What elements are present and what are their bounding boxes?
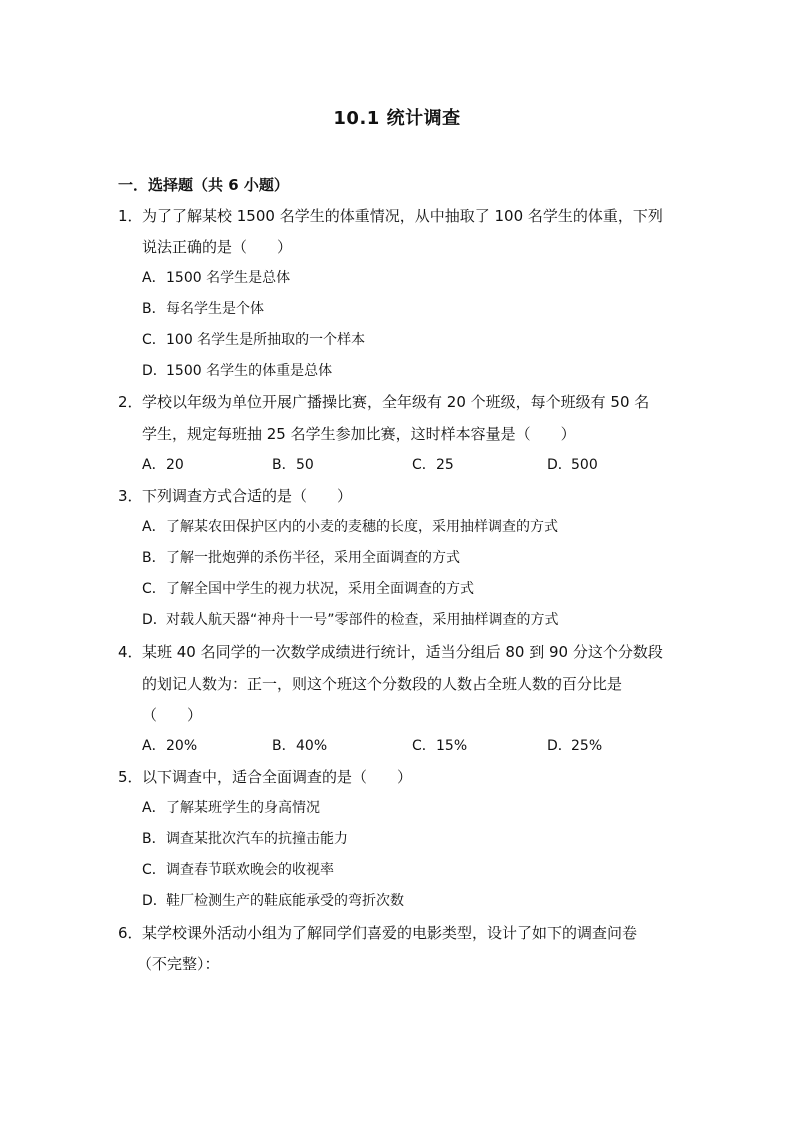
option-label: A．	[142, 457, 166, 473]
option-text: 每名学生是个体	[166, 301, 264, 317]
question-number: 3．	[118, 487, 143, 505]
option-text: 了解某班学生的身高情况	[166, 800, 320, 816]
answer-option	[412, 455, 454, 475]
option-label: A．	[142, 800, 166, 816]
question-text-line: 为了了解某校 1500 名学生的体重情况，从中抽取了 100 名学生的体重，下列	[142, 207, 663, 225]
answer-option	[142, 330, 365, 350]
option-text: 40%	[296, 738, 328, 754]
option-label: C．	[412, 457, 436, 473]
option-text: 鞋厂检测生产的鞋底能承受的弯折次数	[166, 893, 404, 909]
option-label: C．	[142, 862, 166, 878]
answer-option	[142, 361, 332, 381]
option-label: D．	[547, 738, 572, 754]
option-label: D．	[547, 457, 572, 473]
question-text-line: 学生，规定每班抽 25 名学生参加比赛，这时样本容量是（ ）	[142, 425, 576, 443]
option-label: C．	[142, 332, 166, 348]
option-text: 25	[436, 457, 454, 473]
option-label: B．	[142, 301, 166, 317]
option-text: 了解一批炮弹的杀伤半径，采用全面调查的方式	[166, 550, 460, 566]
question-text-line: （不完整）：	[137, 955, 220, 973]
option-label: D．	[142, 363, 167, 379]
answer-option	[272, 455, 314, 475]
option-label: A．	[142, 519, 166, 535]
question-text-line: 以下调查中，适合全面调查的是（ ）	[142, 768, 413, 786]
answer-option	[142, 579, 474, 599]
question-text-line: 说法正确的是（ ）	[142, 238, 293, 256]
question-number: 4．	[118, 643, 143, 661]
option-label: A．	[142, 270, 166, 286]
question-text-line: 学校以年级为单位开展广播操比赛，全年级有 20 个班级，每个班级有 50 名	[142, 393, 650, 411]
option-text: 了解某农田保护区内的小麦的麦穗的长度，采用抽样调查的方式	[166, 519, 558, 535]
answer-option	[142, 517, 558, 537]
question-number: 5．	[118, 768, 143, 786]
answer-option	[142, 736, 197, 756]
option-label: C．	[412, 738, 436, 754]
option-label: B．	[142, 831, 166, 847]
option-label: D．	[142, 612, 167, 628]
option-text: 1500 名学生的体重是总体	[166, 363, 333, 379]
option-label: B．	[272, 738, 296, 754]
option-label: B．	[142, 550, 166, 566]
question-number: 2．	[118, 393, 143, 411]
answer-option	[547, 736, 602, 756]
answer-option	[412, 736, 467, 756]
answer-option	[272, 736, 327, 756]
answer-option	[142, 548, 460, 568]
answer-option	[142, 299, 264, 319]
option-text: 调查某批次汽车的抗撞击能力	[166, 831, 348, 847]
question-text-line: 某学校课外活动小组为了解同学们喜爱的电影类型，设计了如下的调查问卷	[142, 924, 638, 942]
answer-option	[142, 829, 348, 849]
page-title: 10.1 统计调查	[333, 108, 461, 129]
option-text: 20	[166, 457, 184, 473]
option-text: 20%	[166, 738, 198, 754]
answer-option	[142, 891, 404, 911]
option-text: 对载人航天器“神舟十一号”零部件的检查，采用抽样调查的方式	[166, 612, 559, 628]
option-label: D．	[142, 893, 167, 909]
question-text-line: 某班 40 名同学的一次数学成绩进行统计，适当分组后 80 到 90 分这个分数段	[142, 643, 663, 661]
question-number: 6．	[118, 924, 143, 942]
option-label: C．	[142, 581, 166, 597]
answer-option	[142, 268, 290, 288]
option-label: B．	[272, 457, 296, 473]
answer-option	[142, 610, 559, 630]
answer-option	[547, 455, 598, 475]
option-text: 调查春节联欢晚会的收视率	[166, 862, 334, 878]
question-text-line: （ ）	[142, 706, 203, 724]
option-text: 500	[571, 457, 598, 473]
answer-option	[142, 798, 320, 818]
question-text-line: 的划记人数为：正一，则这个班这个分数段的人数占全班人数的百分比是	[142, 675, 623, 693]
section-heading: 一．选择题（共 6 小题）	[118, 176, 289, 194]
answer-option	[142, 455, 184, 475]
option-text: 15%	[436, 738, 468, 754]
option-text: 100 名学生是所抽取的一个样本	[166, 332, 366, 348]
option-text: 了解全国中学生的视力状况，采用全面调查的方式	[166, 581, 474, 597]
option-text: 50	[296, 457, 314, 473]
option-label: A．	[142, 738, 166, 754]
answer-option	[142, 860, 334, 880]
option-text: 1500 名学生是总体	[166, 270, 291, 286]
question-number: 1．	[118, 207, 143, 225]
option-text: 25%	[571, 738, 603, 754]
question-text-line: 下列调查方式合适的是（ ）	[142, 487, 353, 505]
